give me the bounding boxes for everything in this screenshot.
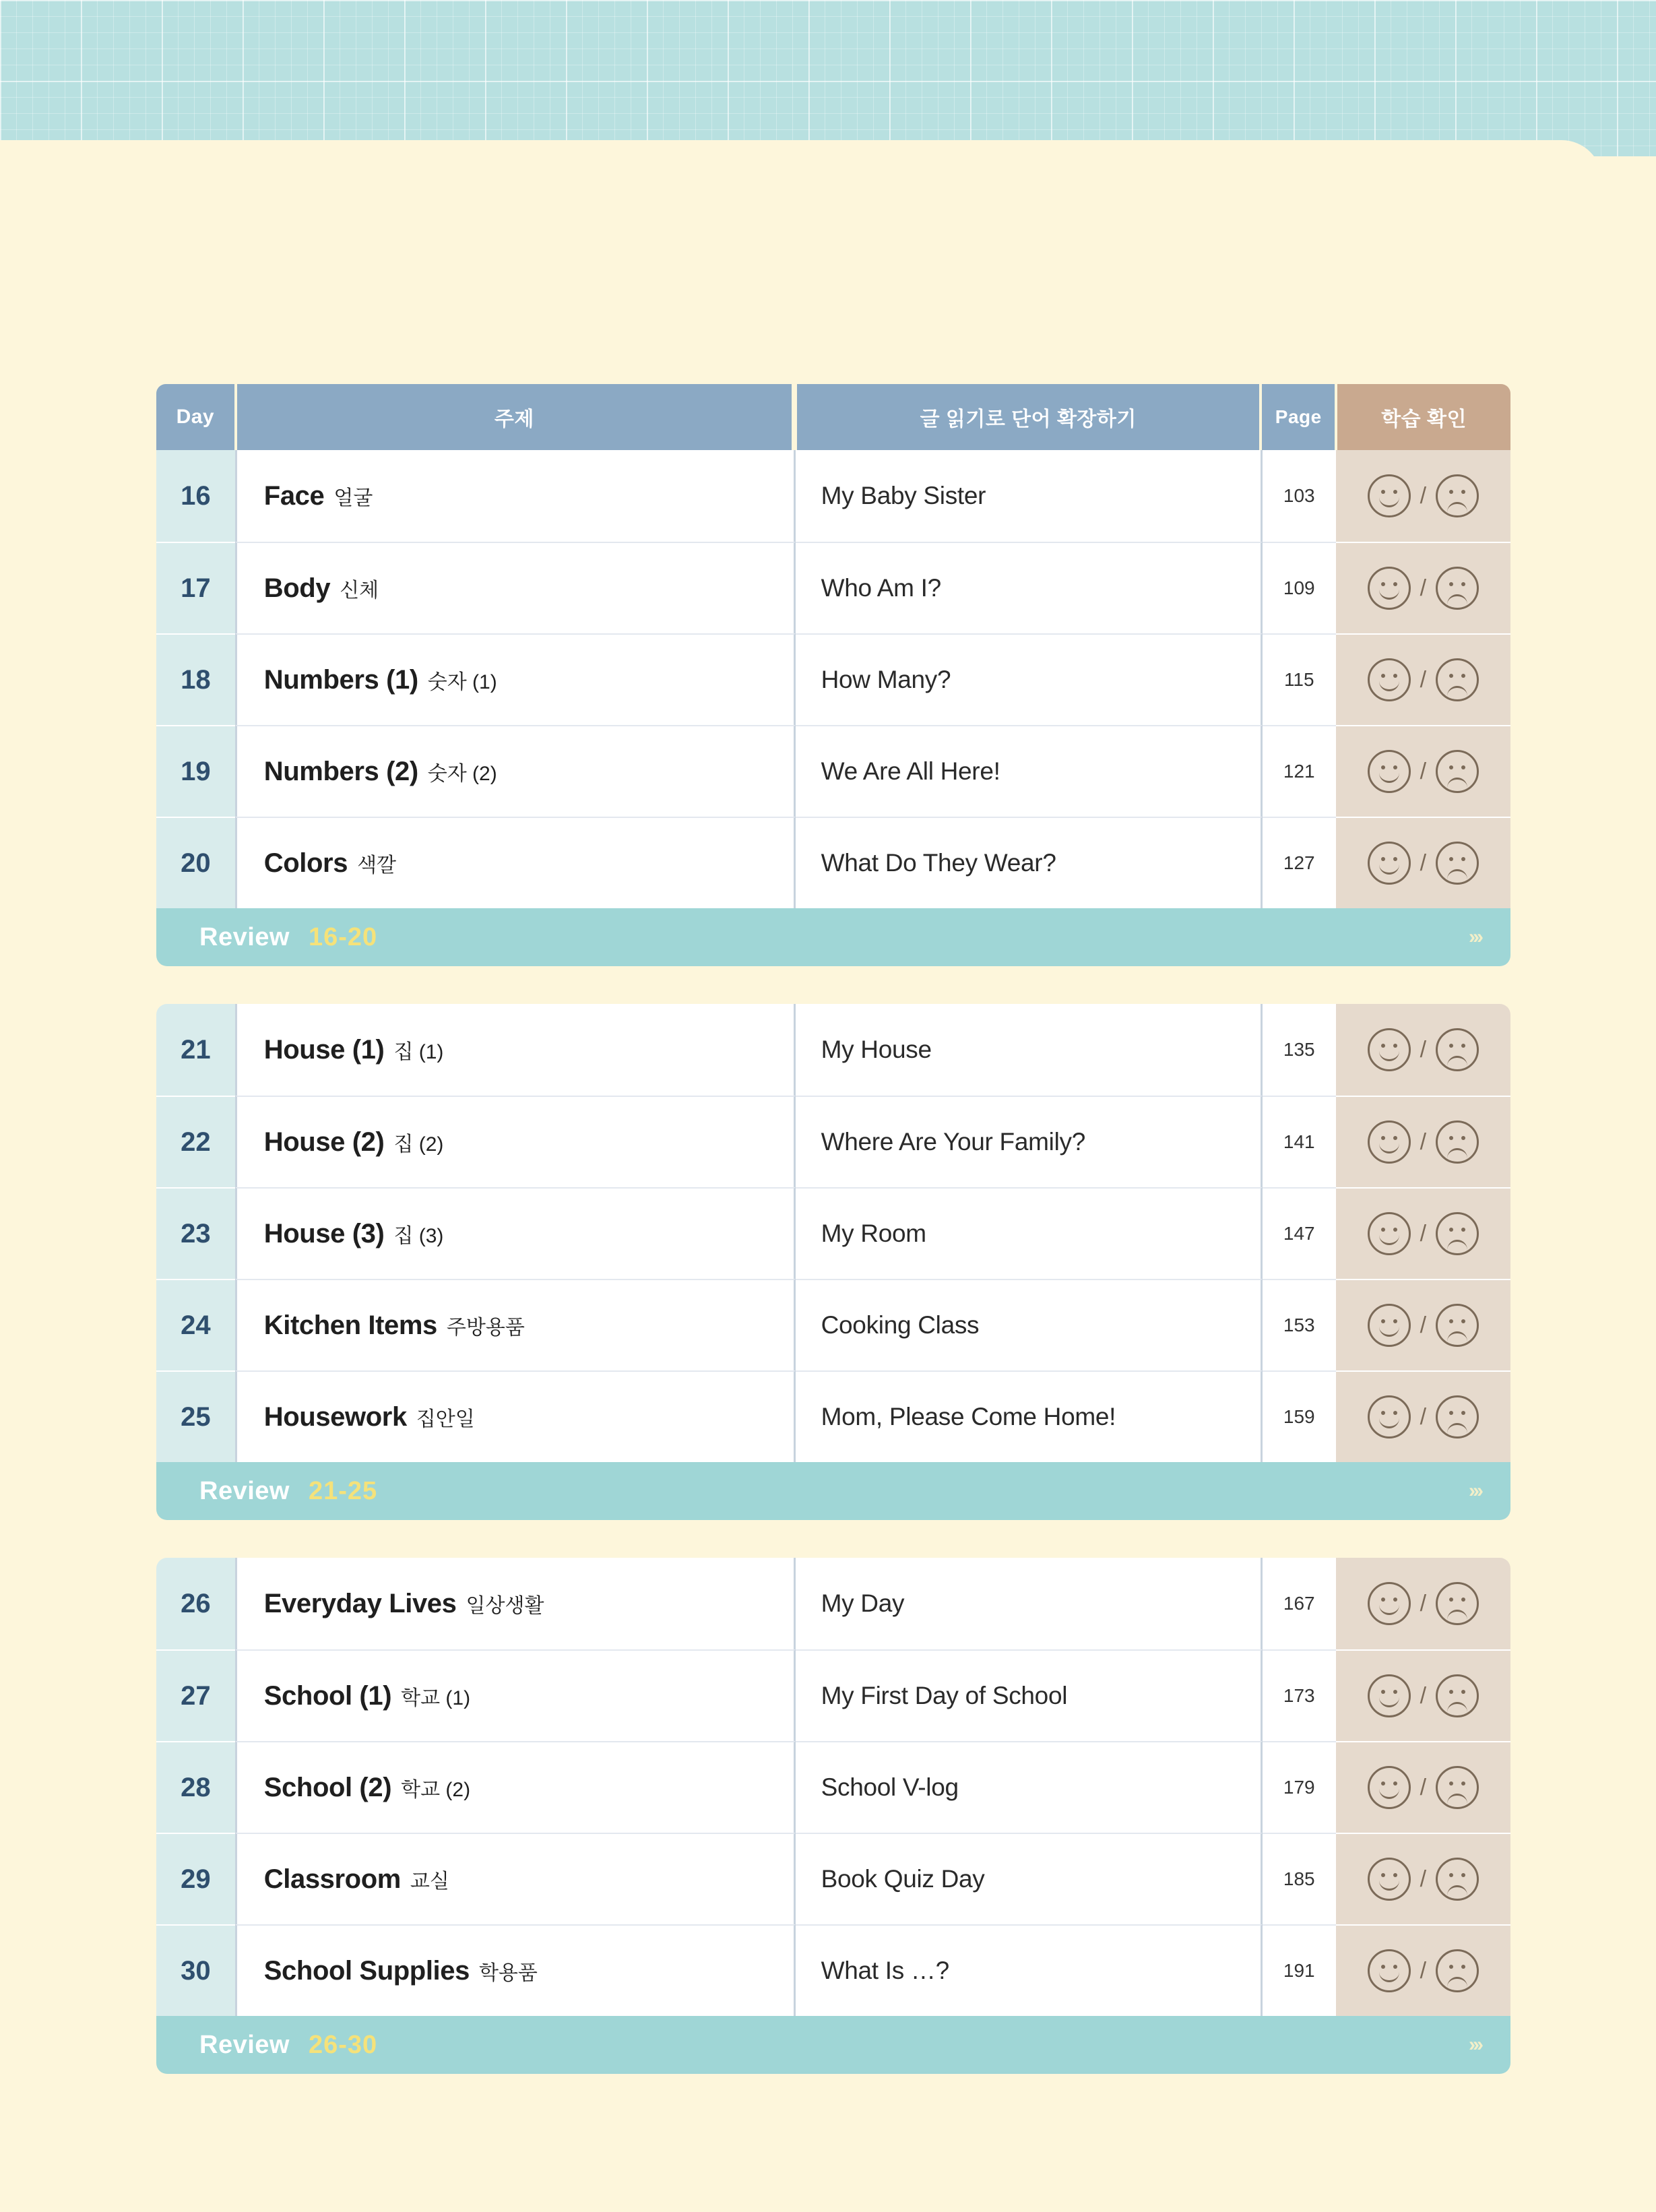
column-header-check: 학습 확인 (1337, 384, 1510, 450)
row-day: 19 (156, 725, 235, 817)
table-row (156, 1004, 1510, 1096)
smile-face-icon[interactable] (1368, 1212, 1411, 1255)
column-header-topic: 주제 (237, 384, 792, 450)
table-row (156, 1558, 1510, 1649)
table-row (156, 1649, 1510, 1741)
row-check[interactable] (1336, 1649, 1510, 1741)
table-row (156, 1370, 1510, 1462)
row-topic (235, 450, 796, 542)
row-page: 109 (1263, 542, 1336, 633)
row-check[interactable] (1336, 1741, 1510, 1833)
separator-slash: / (1420, 758, 1427, 784)
row-page: 127 (1263, 817, 1336, 908)
row-day: 28 (156, 1741, 235, 1833)
table-row (156, 817, 1510, 908)
reading-title: Mom, Please Come Home! (821, 1403, 1116, 1430)
separator-slash: / (1420, 1590, 1427, 1616)
row-check[interactable] (1336, 1558, 1510, 1649)
row-topic (235, 1370, 796, 1462)
frown-face-icon[interactable] (1436, 474, 1479, 517)
row-topic (235, 1187, 796, 1279)
row-reading (796, 1741, 1263, 1833)
chevron-right-icon[interactable]: ››› (1469, 1480, 1481, 1502)
row-check[interactable] (1336, 1833, 1510, 1924)
frown-face-icon[interactable] (1436, 1949, 1479, 1992)
frown-face-icon[interactable] (1436, 1120, 1479, 1164)
smile-face-icon[interactable] (1368, 1395, 1411, 1439)
topic-korean: 얼굴 (333, 487, 373, 509)
row-topic (235, 1096, 796, 1187)
topic-english: School (2) (263, 1772, 392, 1802)
row-day: 24 (156, 1279, 235, 1370)
row-reading (796, 1833, 1263, 1924)
row-day: 18 (156, 633, 235, 725)
frown-face-icon[interactable] (1436, 842, 1479, 885)
table-row (156, 633, 1510, 725)
topic-korean: 집안일 (416, 1408, 475, 1430)
table-row (156, 1187, 1510, 1279)
topic-korean: 집 (1) (393, 1041, 444, 1063)
topic-korean: 신체 (340, 579, 379, 602)
reading-title: Cooking Class (821, 1311, 980, 1339)
row-check[interactable] (1336, 1924, 1510, 2016)
frown-face-icon[interactable] (1436, 1674, 1479, 1717)
row-topic (235, 1833, 796, 1924)
frown-face-icon[interactable] (1436, 1858, 1479, 1901)
topic-korean: 학교 (2) (401, 1779, 471, 1801)
frown-face-icon[interactable] (1436, 1395, 1479, 1439)
smile-face-icon[interactable] (1368, 1766, 1411, 1809)
smile-face-icon[interactable] (1368, 842, 1411, 885)
topic-korean: 교실 (410, 1870, 449, 1893)
topic-korean: 학교 (1) (401, 1687, 471, 1709)
row-page: 191 (1263, 1924, 1336, 2016)
row-day: 26 (156, 1558, 235, 1649)
row-reading (796, 1924, 1263, 2016)
topic-korean: 숫자 (1) (427, 671, 497, 693)
row-topic (235, 1004, 796, 1096)
review-range: 26-30 (308, 2030, 378, 2059)
row-page: 153 (1263, 1279, 1336, 1370)
reading-title: My Baby Sister (821, 482, 986, 509)
smile-face-icon[interactable] (1368, 750, 1411, 793)
row-reading (796, 450, 1263, 542)
topic-korean: 집 (3) (393, 1225, 444, 1247)
topic-english: House (3) (263, 1218, 385, 1249)
table-row (156, 542, 1510, 633)
row-topic (235, 817, 796, 908)
separator-slash: / (1420, 1682, 1427, 1709)
chevron-right-icon[interactable]: ››› (1469, 2033, 1481, 2056)
table-row (156, 1924, 1510, 2016)
smile-face-icon[interactable] (1368, 1674, 1411, 1717)
separator-slash: / (1420, 575, 1427, 601)
row-check[interactable] (1336, 1279, 1510, 1370)
reading-title: Book Quiz Day (821, 1865, 985, 1893)
separator-slash: / (1420, 482, 1427, 509)
row-page: 115 (1263, 633, 1336, 725)
topic-english: Housework (263, 1401, 407, 1432)
topic-english: Numbers (2) (263, 756, 418, 786)
topic-english: Kitchen Items (263, 1310, 437, 1340)
row-check[interactable] (1336, 1370, 1510, 1462)
row-reading (796, 1004, 1263, 1096)
row-page: 173 (1263, 1649, 1336, 1741)
separator-slash: / (1420, 1866, 1427, 1892)
row-topic (235, 725, 796, 817)
row-day: 29 (156, 1833, 235, 1924)
review-bar[interactable] (156, 908, 1510, 966)
reading-title: My Room (821, 1220, 926, 1247)
reading-title: What Is …? (821, 1957, 949, 1984)
row-page: 159 (1263, 1370, 1336, 1462)
column-header-reading: 글 읽기로 단어 확장하기 (797, 384, 1259, 450)
row-day: 25 (156, 1370, 235, 1462)
row-check[interactable] (1336, 1096, 1510, 1187)
smile-face-icon[interactable] (1368, 1028, 1411, 1071)
row-page: 167 (1263, 1558, 1336, 1649)
separator-slash: / (1420, 666, 1427, 693)
separator-slash: / (1420, 1312, 1427, 1338)
grid-pattern (0, 0, 1656, 156)
topic-korean: 학용품 (478, 1962, 538, 1984)
row-topic (235, 1924, 796, 2016)
separator-slash: / (1420, 1774, 1427, 1800)
row-day: 22 (156, 1096, 235, 1187)
row-topic (235, 1649, 796, 1741)
smile-face-icon[interactable] (1368, 658, 1411, 701)
topic-english: House (1) (263, 1034, 385, 1065)
review-range: 21-25 (308, 1476, 378, 1505)
row-page: 141 (1263, 1096, 1336, 1187)
topic-korean: 주방용품 (446, 1317, 525, 1339)
smile-face-icon[interactable] (1368, 567, 1411, 610)
review-label: Review (199, 922, 290, 951)
smile-face-icon[interactable] (1368, 1949, 1411, 1992)
reading-title: My First Day of School (821, 1682, 1068, 1709)
row-check[interactable] (1336, 1187, 1510, 1279)
row-day: 16 (156, 450, 235, 542)
separator-slash: / (1420, 1036, 1427, 1063)
topic-english: House (2) (263, 1127, 385, 1157)
row-reading (796, 542, 1263, 633)
smile-face-icon[interactable] (1368, 1304, 1411, 1347)
table-row (156, 1741, 1510, 1833)
topic-english: Body (263, 573, 331, 603)
reading-title: What Do They Wear? (821, 849, 1056, 877)
topic-korean: 색깔 (357, 854, 397, 877)
row-topic (235, 633, 796, 725)
table-row (156, 450, 1510, 542)
topic-english: Numbers (1) (263, 664, 418, 695)
lesson-block (156, 1004, 1510, 1520)
review-range: 16-20 (308, 922, 378, 951)
separator-slash: / (1420, 1403, 1427, 1430)
topic-korean: 일상생활 (466, 1595, 544, 1617)
frown-face-icon[interactable] (1436, 1028, 1479, 1071)
table-row (156, 725, 1510, 817)
row-reading (796, 817, 1263, 908)
row-reading (796, 725, 1263, 817)
column-header-day: Day (156, 384, 234, 450)
row-reading (796, 1370, 1263, 1462)
row-page: 103 (1263, 450, 1336, 542)
topic-korean: 숫자 (2) (427, 763, 497, 785)
contents-table (156, 384, 1510, 2112)
reading-title: Where Are Your Family? (821, 1128, 1085, 1156)
row-topic (235, 1279, 796, 1370)
reading-title: Who Am I? (821, 574, 941, 602)
row-topic (235, 1558, 796, 1649)
topic-english: Face (263, 480, 325, 511)
table-row (156, 1833, 1510, 1924)
review-bar[interactable] (156, 2016, 1510, 2074)
reading-title: My House (821, 1036, 932, 1063)
frown-face-icon[interactable] (1436, 567, 1479, 610)
row-check[interactable] (1336, 633, 1510, 725)
row-reading (796, 1187, 1263, 1279)
row-page: 135 (1263, 1004, 1336, 1096)
review-label: Review (199, 2030, 290, 2059)
reading-title: School V-log (821, 1773, 959, 1801)
row-reading (796, 1558, 1263, 1649)
row-check[interactable] (1336, 1004, 1510, 1096)
band-fold-shape (0, 140, 1602, 181)
row-reading (796, 633, 1263, 725)
topic-english: Classroom (263, 1864, 401, 1894)
lesson-block (156, 450, 1510, 966)
row-day: 21 (156, 1004, 235, 1096)
row-day: 23 (156, 1187, 235, 1279)
smile-face-icon[interactable] (1368, 1582, 1411, 1625)
topic-english: Colors (263, 848, 348, 878)
smile-face-icon[interactable] (1368, 1120, 1411, 1164)
topic-english: School (1) (263, 1680, 392, 1711)
topic-korean: 집 (2) (393, 1133, 444, 1156)
frown-face-icon[interactable] (1436, 1304, 1479, 1347)
decorative-top-band (0, 0, 1656, 156)
row-day: 27 (156, 1649, 235, 1741)
chevron-right-icon[interactable]: ››› (1469, 926, 1481, 948)
table-row (156, 1279, 1510, 1370)
row-check[interactable] (1336, 725, 1510, 817)
reading-title: My Day (821, 1589, 905, 1617)
separator-slash: / (1420, 1220, 1427, 1246)
row-page: 185 (1263, 1833, 1336, 1924)
row-reading (796, 1649, 1263, 1741)
lesson-block (156, 1558, 1510, 2074)
frown-face-icon[interactable] (1436, 1766, 1479, 1809)
table-header-row (156, 384, 1510, 450)
reading-title: How Many? (821, 666, 951, 693)
row-page: 179 (1263, 1741, 1336, 1833)
row-check[interactable] (1336, 817, 1510, 908)
smile-face-icon[interactable] (1368, 1858, 1411, 1901)
row-topic (235, 1741, 796, 1833)
reading-title: We Are All Here! (821, 757, 1000, 785)
row-day: 20 (156, 817, 235, 908)
frown-face-icon[interactable] (1436, 658, 1479, 701)
frown-face-icon[interactable] (1436, 1212, 1479, 1255)
row-day: 30 (156, 1924, 235, 2016)
review-bar[interactable] (156, 1462, 1510, 1520)
separator-slash: / (1420, 1957, 1427, 1984)
row-check[interactable] (1336, 542, 1510, 633)
separator-slash: / (1420, 850, 1427, 876)
table-row (156, 1096, 1510, 1187)
row-topic (235, 542, 796, 633)
row-page: 147 (1263, 1187, 1336, 1279)
topic-english: Everyday Lives (263, 1588, 457, 1618)
frown-face-icon[interactable] (1436, 750, 1479, 793)
row-day: 17 (156, 542, 235, 633)
topic-english: School Supplies (263, 1955, 470, 1986)
row-check[interactable] (1336, 450, 1510, 542)
row-reading (796, 1279, 1263, 1370)
row-reading (796, 1096, 1263, 1187)
row-page: 121 (1263, 725, 1336, 817)
frown-face-icon[interactable] (1436, 1582, 1479, 1625)
review-label: Review (199, 1476, 290, 1505)
separator-slash: / (1420, 1129, 1427, 1155)
column-header-page: Page (1262, 384, 1335, 450)
smile-face-icon[interactable] (1368, 474, 1411, 517)
